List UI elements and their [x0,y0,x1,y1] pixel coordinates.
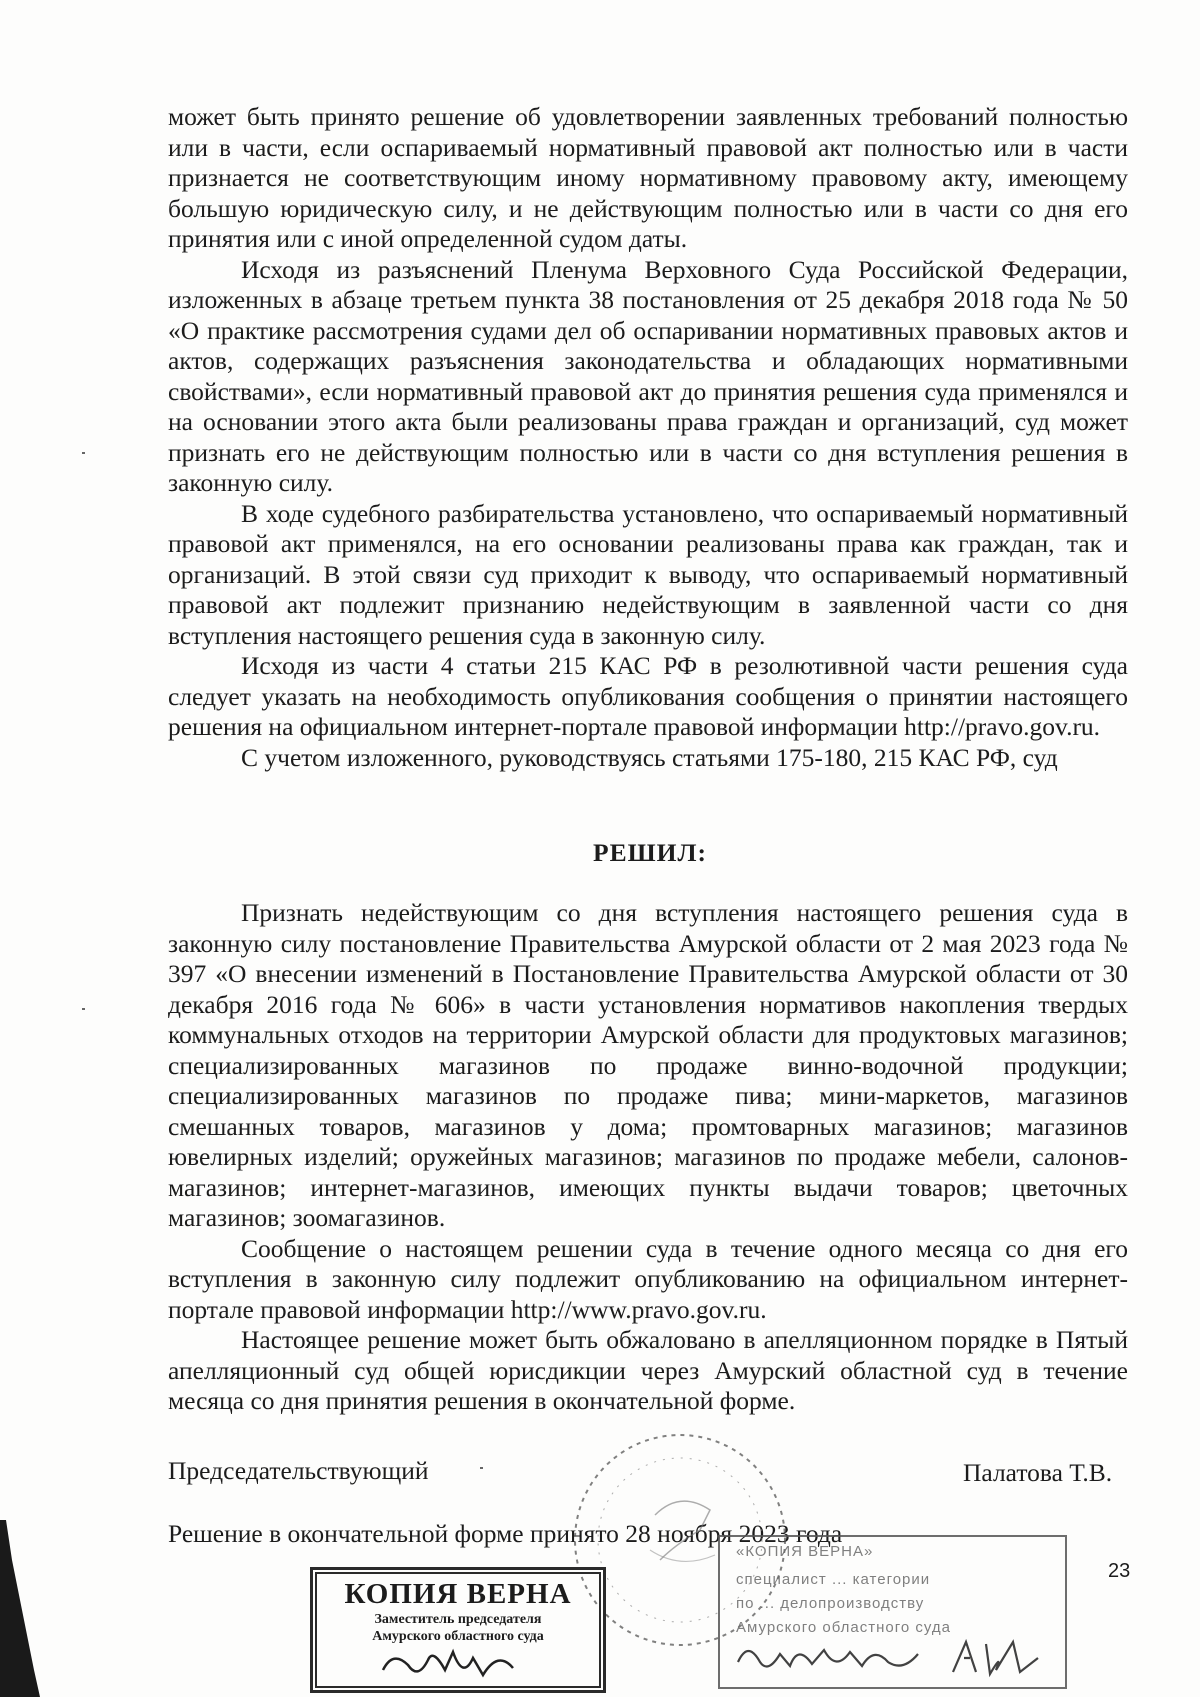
paragraph: С учетом изложенного, руководствуясь статьями 175-180, 215 КАС РФ, суд [241,742,1058,772]
stamp-title: КОПИЯ ВЕРНА [344,1578,572,1610]
paragraph: В ходе судебного разбирательства установлено, что оспариваемый нормативный правовой акт применялся, на его основании реализованы права как граждан, так и организаций. В этой связи суд приходит к выводу, что оспариваемый нормативный правовой акт подлежит признанию недействующим в заявленной части со дня вступления настоящего решения суда в законную силу. [168,498,1128,650]
handwritten-signature-icon [373,1640,543,1685]
signature-name: Палатова Т.В. [963,1458,1113,1487]
paragraph: Признать недействующим со дня вступления настоящего решения суда в законную силу постановление Правительства Амурской области от 2 мая 2023 года № 397 «О внесении изменений в Постановление Правительства Амурской области от 30 декабря 2016 года № 606» в части установления нормативов накопления твердых коммунальных отходов на территории Амурской области для продуктовых магазинов; специализированных магазинов по продаже винно-водочной продукции; специализированных магазинов по продаже пива; мини-маркетов, магазинов смешанных товаров, магазинов у дома; промтоварных магазинов; магазинов ювелирных изделий; оружейных магазинов; магазинов по продаже мебели, салонов-магазинов; интернет-магазинов, имеющих пункты выдачи товаров; цветочных магазинов; зоомагазинов. [168,898,1128,1232]
stamp-line: Заместитель председателя [374,1612,542,1627]
body-text-after [168,898,1128,1417]
secondary-certification-stamp [718,1535,1067,1689]
paragraph: может быть принято решение об удовлетворении заявленных требований полностью или в части, если оспариваемый нормативный правовой акт полностью или в части признается не соответствующим иному нормативному правовому акту, имеющему большую юридическую силу, и не действующим полностью или в части со дня его принятия или с иной определенной судом даты. [168,102,1128,253]
stamp2-line: «КОПИЯ ВЕРНА» [736,1543,874,1560]
final-date-line: Решение в окончательной форме принято 28 ноября 2023 года [168,1519,843,1548]
scan-edge-shadow [0,1520,40,1697]
paragraph: Исходя из разъяснений Пленума Верховного Суда Российской Федерации, изложенных в абзаце третьем пункта 38 постановления от 25 декабря 2018 года № 50 «О практике рассмотрения судами дел об оспаривании нормативных правовых актов и актов, содержащих разъяснения законодательства и обладающих нормативными свойствами», если нормативный правовой акт до принятия решения суда применялся и на основании этого акта были реализованы права граждан и организаций, суд может признать его не действующим полностью или в части со дня вступления решения в законную силу. [168,254,1128,497]
signature-role: Председательствующий [168,1456,429,1485]
scan-speck [82,452,85,454]
stamp2-line: специалист ... категории [736,1571,931,1588]
paragraph: Настоящее решение может быть обжаловано в апелляционном порядке в Пятый апелляционный суд общей юрисдикции через Амурский областной суд в течение месяца со дня принятия решения в окончательной форме. [168,1325,1128,1415]
stamp2-line: Амурского областного суда [736,1619,951,1636]
stamp-line: Амурского областного суда [372,1629,544,1644]
scan-speck [480,1467,483,1469]
body-text-before [168,102,1128,773]
scan-speck [82,1008,85,1010]
paragraph: Сообщение о настоящем решении суда в течение одного месяца со дня его вступления в законную силу подлежит опубликованию на официальном интернет-портале правовой информации http://www.pravo.gov.ru. [168,1233,1128,1324]
copy-certified-stamp [310,1567,606,1693]
decision-heading: РЕШИЛ: [593,838,707,867]
handwritten-signature-icon [728,1632,1058,1682]
paragraph: Исходя из части 4 статьи 215 КАС РФ в резолютивной части решения суда следует указать на необходимость опубликования сообщения о принятии настоящего решения на официальном интернет-портале правовой информации http://pravo.gov.ru. [168,651,1128,741]
page-number: 23 [1108,1560,1131,1582]
stamp2-line: по ... делопроизводству [736,1595,925,1612]
